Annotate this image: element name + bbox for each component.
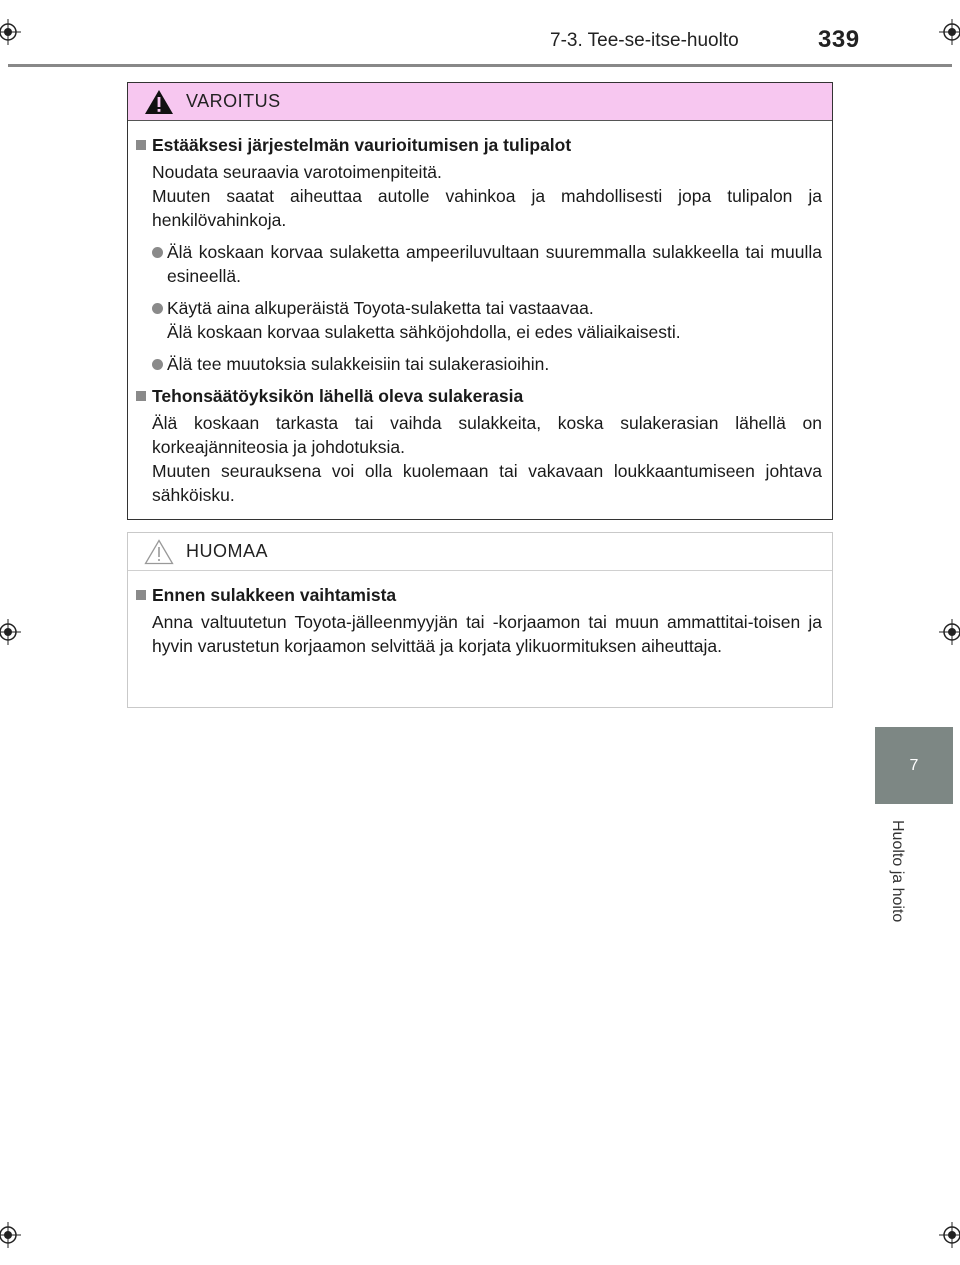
section-heading-text: Tehonsäätöyksikön lähellä oleva sulakerasia bbox=[152, 386, 524, 406]
page-number: 339 bbox=[818, 26, 860, 53]
registration-mark-bottom-right-icon bbox=[939, 1222, 960, 1248]
registration-mark-mid-right-icon bbox=[939, 619, 960, 645]
paragraph-line: Muuten seurauksena voi olla kuolemaan tai vakavaan loukkaantumiseen johtava sähköisku. bbox=[152, 461, 822, 505]
warning-triangle-icon bbox=[144, 88, 178, 116]
notice-title: HUOMAA bbox=[186, 541, 269, 561]
list-item bbox=[136, 352, 822, 376]
list-item bbox=[136, 296, 822, 344]
notice-content bbox=[128, 571, 832, 658]
registration-mark-mid-left-icon bbox=[0, 619, 21, 645]
paragraph bbox=[136, 411, 822, 507]
list-item-text: Älä koskaan korvaa sulaketta ampeeriluvultaan suuremmalla sulakkeella tai muulla esineellä. bbox=[167, 242, 822, 286]
square-bullet-icon bbox=[136, 140, 146, 150]
registration-mark-top-right-icon bbox=[939, 19, 960, 45]
warning-header bbox=[128, 83, 832, 121]
section-heading bbox=[136, 384, 822, 408]
section-heading bbox=[136, 133, 822, 157]
chapter-tab[interactable] bbox=[875, 727, 953, 804]
section-title: 7-3. Tee-se-itse-huolto bbox=[550, 30, 739, 51]
round-bullet-icon bbox=[152, 247, 163, 258]
list-item-text: Älä tee muutoksia sulakkeisiin tai sulakerasioihin. bbox=[167, 354, 550, 374]
notice-box bbox=[127, 532, 833, 708]
section-heading bbox=[136, 583, 822, 607]
paragraph-line: Muuten saatat aiheuttaa autolle vahinkoa ja mahdollisesti jopa tulipalon ja henkilövahinkoja. bbox=[152, 186, 822, 230]
square-bullet-icon bbox=[136, 391, 146, 401]
paragraph bbox=[136, 160, 822, 232]
caution-triangle-outline-icon bbox=[144, 538, 178, 566]
list-item-text bbox=[167, 296, 822, 344]
warning-title: VAROITUS bbox=[186, 91, 281, 111]
chapter-title: Huolto ja hoito bbox=[889, 820, 906, 923]
square-bullet-icon bbox=[136, 590, 146, 600]
notice-header bbox=[128, 533, 832, 571]
list-item-line: Älä koskaan korvaa sulaketta sähköjohdolla, ei edes väliaikaisesti. bbox=[167, 322, 681, 342]
round-bullet-icon bbox=[152, 359, 163, 370]
section-heading-text: Ennen sulakkeen vaihtamista bbox=[152, 585, 397, 605]
chapter-number: 7 bbox=[909, 756, 919, 774]
paragraph-line: Noudata seuraavia varotoimenpiteitä. bbox=[152, 162, 442, 182]
registration-mark-top-left-icon bbox=[0, 19, 21, 45]
warning-content bbox=[128, 121, 832, 507]
paragraph-line: Älä koskaan tarkasta tai vaihda sulakkeita, koska sulakerasian lähellä on korkeajänniteosia ja johdotuksia. bbox=[152, 413, 822, 457]
section-heading-text: Estääksesi järjestelmän vaurioitumisen ja tulipalot bbox=[152, 135, 572, 155]
paragraph: Anna valtuutetun Toyota-jälleenmyyjän tai -korjaamon tai muun ammattitai-toisen ja hyvin varustetun korjaamon selvittää ja korjata ylikuormituksen aiheuttaja. bbox=[152, 612, 822, 656]
warning-box bbox=[127, 82, 833, 520]
header-divider bbox=[8, 64, 952, 67]
list-item-line: Käytä aina alkuperäistä Toyota-sulaketta tai vastaavaa. bbox=[167, 298, 594, 318]
round-bullet-icon bbox=[152, 303, 163, 314]
registration-mark-bottom-left-icon bbox=[0, 1222, 21, 1248]
list-item bbox=[136, 240, 822, 288]
